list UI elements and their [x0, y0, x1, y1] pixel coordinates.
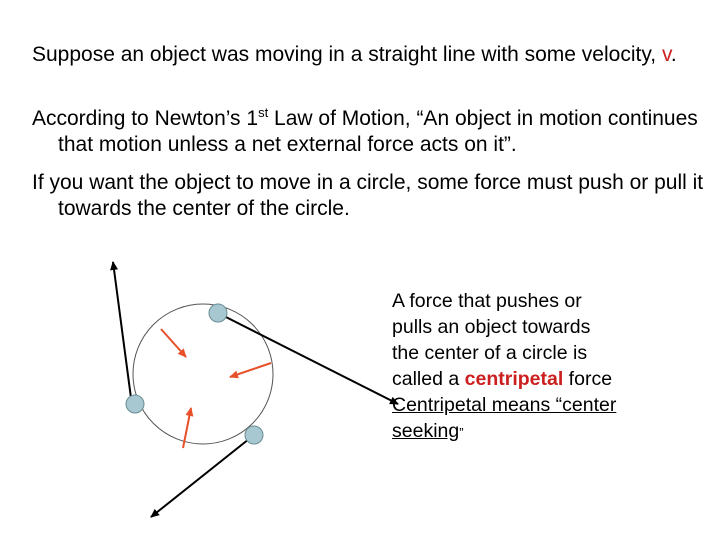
paragraph-2-text: According to Newton’s 1	[32, 107, 259, 130]
closing-quote: ”	[459, 425, 464, 440]
definition-called-text: called a	[392, 368, 465, 390]
definition-line-4	[392, 366, 692, 392]
definition-line-5: Centripetal means “center	[392, 394, 617, 416]
tangent-velocity-arrow-bottom	[151, 435, 254, 517]
definition-line-1: A force that pushes or	[392, 290, 582, 312]
centripetal-force-arrow-1	[161, 329, 186, 357]
paragraph-3-text: If you want the object to move in a circle, some force must push or pull it towards the center of the circle.	[32, 171, 704, 220]
paragraph-1-text: Suppose an object was moving in a straight line with some velocity,	[32, 43, 657, 66]
object-ball-top	[209, 304, 227, 322]
ordinal-superscript: st	[258, 105, 269, 120]
tangent-velocity-arrow-top	[113, 262, 131, 398]
object-ball-left	[126, 395, 144, 413]
object-ball-bottom	[245, 426, 263, 444]
velocity-symbol: v	[661, 43, 671, 66]
centripetal-term: centripetal	[464, 368, 564, 390]
definition-force-text: force	[563, 368, 613, 390]
paragraph-1-period: .	[670, 43, 677, 66]
definition-line-6	[392, 418, 692, 446]
paragraph-2-rest: Law of Motion, “An object in motion continues that motion unless a net external force acts on it”.	[58, 107, 698, 156]
definition-line-3: the center of a circle is	[392, 342, 588, 364]
centripetal-definition	[392, 288, 692, 446]
tangent-velocity-arrow-right	[218, 313, 398, 404]
circular-path	[133, 304, 273, 444]
seeking-word: seeking	[392, 420, 460, 442]
centripetal-force-arrow-2	[230, 363, 271, 377]
definition-line-2: pulls an object towards	[392, 316, 591, 338]
